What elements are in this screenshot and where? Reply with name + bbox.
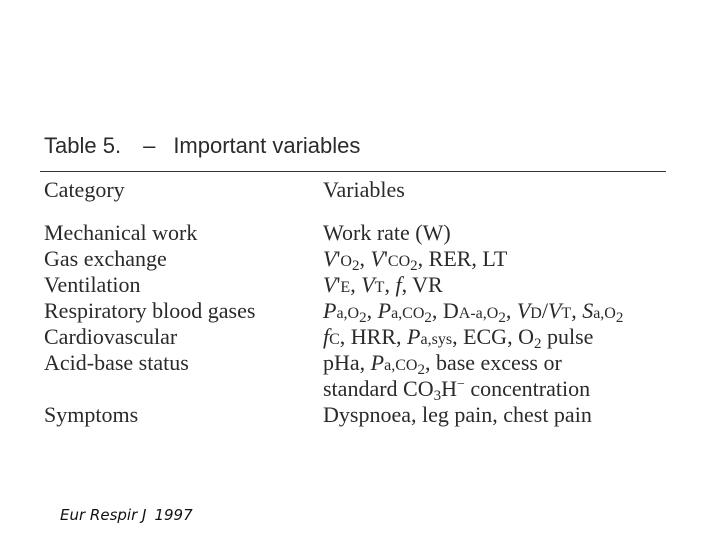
row-category: Ventilation xyxy=(44,272,141,297)
citation xyxy=(60,506,193,524)
title-dash: – xyxy=(143,133,156,158)
row-variables: pHa, $Pa,CO_2$, base excess or xyxy=(323,350,562,378)
header-rule xyxy=(40,171,666,172)
row-variables: V'E, VT, f, VR xyxy=(323,272,443,297)
table-label: Table 5. xyxy=(44,133,122,158)
column-header-category: Category xyxy=(44,177,125,202)
row-category: Mechanical work xyxy=(44,220,198,245)
row-category: Cardiovascular xyxy=(44,324,178,349)
row-category: Gas exchange xyxy=(44,246,167,271)
table-title-text: Important variables xyxy=(173,133,361,158)
row-variables: standard $CO_3H^-$ concentration xyxy=(323,376,591,404)
row-variables: $Pa,O_2$, $Pa,CO_2$, $DA-a,O_2$, VD/VT, $Sa,O_2$ xyxy=(323,298,624,326)
citation-journal: Eur Respir J xyxy=(60,506,147,524)
row-variables: $V'O_2$, $V'CO_2$, RER, LT xyxy=(323,246,508,274)
row-variables: Work rate (W) xyxy=(323,220,451,245)
table-title xyxy=(44,133,360,159)
row-category: Respiratory blood gases xyxy=(44,298,256,323)
row-variables: Dyspnoea, leg pain, chest pain xyxy=(323,402,592,427)
row-category: Acid-base status xyxy=(44,350,189,375)
column-header-variables: Variables xyxy=(323,177,405,202)
citation-year: 1997 xyxy=(154,506,193,524)
row-variables: fC, HRR, Pa,sys, ECG, $O_2$ pulse xyxy=(323,324,594,352)
row-category: Symptoms xyxy=(44,402,139,427)
